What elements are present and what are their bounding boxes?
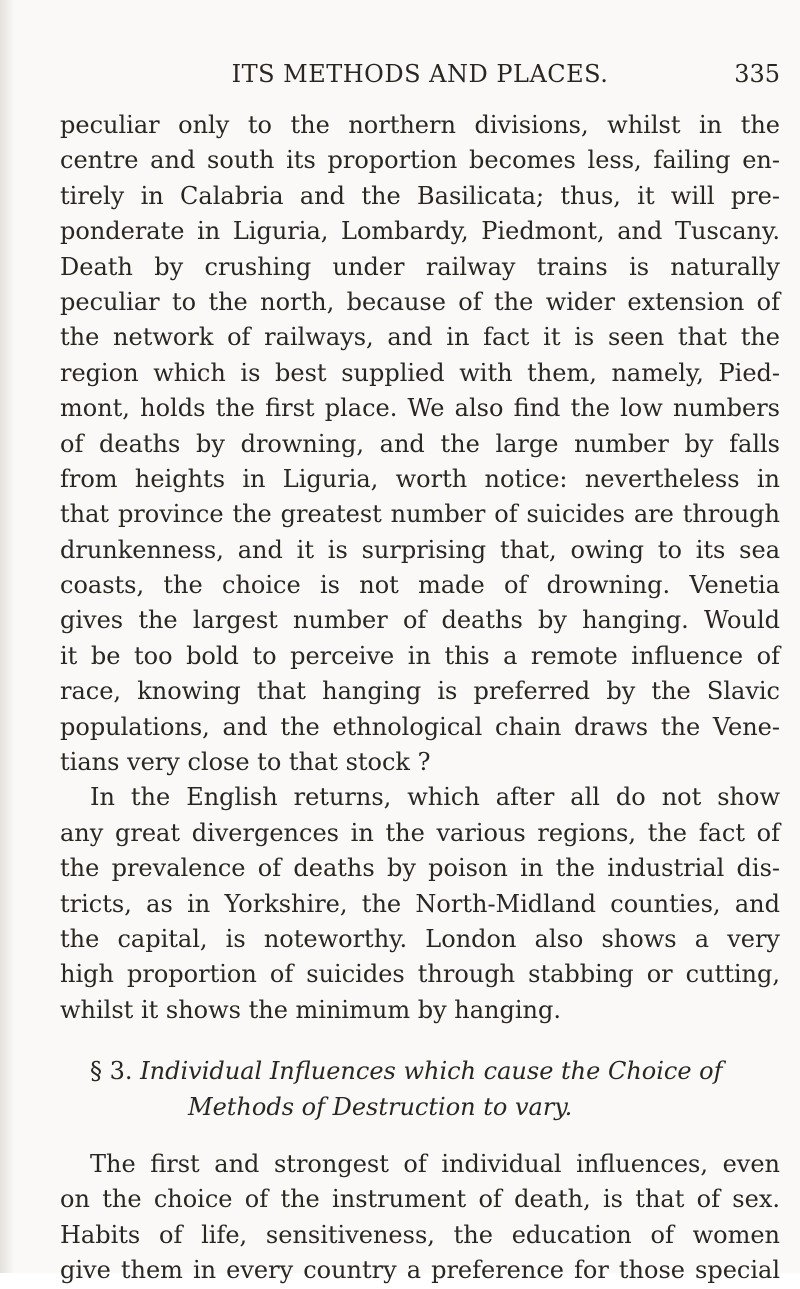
text-line: Death by crushing under railway trains is naturally bbox=[60, 252, 780, 281]
text-line: tians very close to that stock ? bbox=[60, 748, 431, 777]
text-line: The first and strongest of individual influences, even bbox=[90, 1149, 780, 1178]
text-line: populations, and the ethnological chain draws the Vene- bbox=[60, 712, 780, 741]
paragraph-2 bbox=[60, 780, 780, 1028]
text-line: tirely in Calabria and the Basilicata; thus, it will pre- bbox=[60, 181, 780, 210]
text-line: Habits of life, sensitiveness, the education of women bbox=[60, 1220, 780, 1249]
text-line: drunkenness, and it is surprising that, owing to its sea bbox=[60, 535, 780, 564]
text-line: mont, holds the first place. We also find the low numbers bbox=[60, 394, 780, 423]
section-number: § 3. bbox=[90, 1057, 133, 1086]
page-gutter-shadow bbox=[0, 0, 14, 1273]
text-line: give them in every country a preference for those special bbox=[60, 1256, 780, 1285]
text-line: centre and south its proportion becomes less, failing en- bbox=[60, 146, 780, 175]
text-line: peculiar only to the northern divisions, whilst in the bbox=[60, 111, 780, 139]
paragraph-3 bbox=[60, 1147, 780, 1289]
text-line: ponderate in Liguria, Lombardy, Piedmont, and Tuscany. bbox=[60, 217, 780, 246]
section-title-part-1: Individual Influences which cause the Choice of bbox=[140, 1057, 723, 1086]
text-line: the capital, is noteworthy. London also shows a very bbox=[60, 924, 780, 953]
text-line: on the choice of the instrument of death, is that of sex. bbox=[60, 1185, 780, 1214]
text-line: In the English returns, which after all do not show bbox=[90, 783, 780, 812]
spacer bbox=[60, 1125, 780, 1147]
section-heading-line-2 bbox=[60, 1090, 780, 1125]
text-line: race, knowing that hanging is preferred by the Slavic bbox=[60, 677, 780, 706]
header-title: ITS METHODS AND PLACES. bbox=[231, 60, 609, 88]
section-heading bbox=[60, 1054, 780, 1125]
text-line: tricts, as in Yorkshire, the North-Midland counties, and bbox=[60, 889, 780, 918]
text-line: any great divergences in the various regions, the fact of bbox=[60, 818, 780, 847]
text-line: gives the largest number of deaths by hanging. Would bbox=[60, 606, 780, 635]
text-line: whilst it shows the minimum by hanging. bbox=[60, 995, 561, 1024]
text-line: that province the greatest number of suicides are through bbox=[60, 500, 780, 529]
page-number: 335 bbox=[734, 60, 780, 88]
paragraph-1 bbox=[60, 108, 780, 780]
text-line: of deaths by drowning, and the large number by falls bbox=[60, 429, 780, 458]
text-line: the prevalence of deaths by poison in the industrial dis- bbox=[60, 854, 780, 883]
text-line: peculiar to the north, because of the wider extension of bbox=[60, 287, 780, 316]
text-line: region which is best supplied with them, namely, Pied- bbox=[60, 358, 780, 387]
section-title-part-2: Methods of Destruction to vary. bbox=[188, 1092, 573, 1121]
section-heading-line-1 bbox=[60, 1054, 780, 1089]
text-body bbox=[60, 108, 780, 1289]
running-header bbox=[60, 58, 780, 98]
text-line: from heights in Liguria, worth notice: nevertheless in bbox=[60, 464, 780, 493]
text-line: high proportion of suicides through stabbing or cutting, bbox=[60, 960, 780, 989]
text-line: it be too bold to perceive in this a remote influence of bbox=[60, 641, 780, 670]
text-line: the network of railways, and in fact it is seen that the bbox=[60, 323, 780, 352]
text-line: coasts, the choice is not made of drowning. Venetia bbox=[60, 571, 780, 600]
